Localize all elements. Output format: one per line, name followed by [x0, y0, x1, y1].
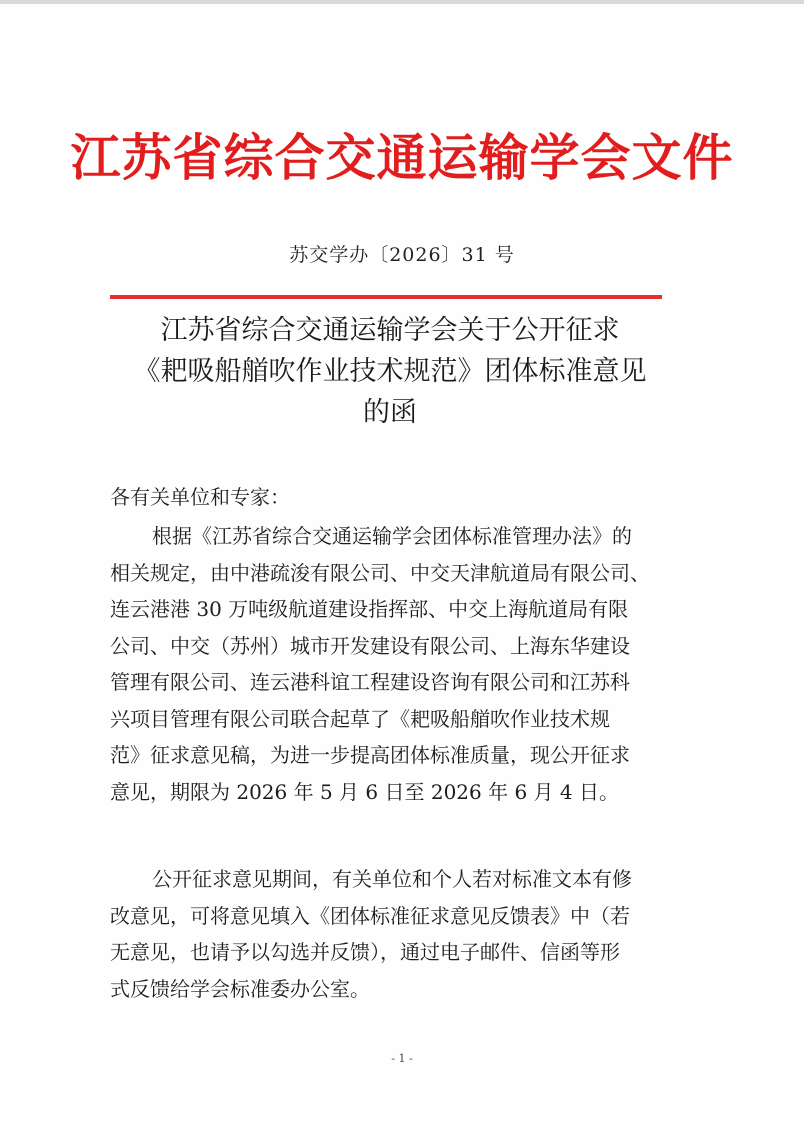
- paragraph-line: 管理有限公司、连云港科谊工程建设咨询有限公司和江苏科: [110, 670, 630, 694]
- document-number: 苏交学办〔2026〕31 号: [289, 244, 515, 266]
- letterhead-title: 江苏省综合交通运输学会文件: [70, 128, 734, 187]
- paragraph-line: 无意见，也请予以勾选并反馈），通过电子邮件、信函等形: [110, 940, 620, 964]
- salutation: 各有关单位和专家：: [110, 485, 290, 509]
- paragraph-line: 兴项目管理有限公司联合起草了《耙吸船艏吹作业技术规: [110, 706, 610, 731]
- subject-line: 江苏省综合交通运输学会关于公开征求: [160, 315, 620, 346]
- body-paragraph-2: [110, 861, 680, 1007]
- red-divider: [110, 295, 662, 299]
- paragraph-line: 范》征求意见稿，为进一步提高团体标准质量，现公开征求: [110, 743, 630, 767]
- paragraph-line: 式反馈给学会标准委办公室。: [110, 976, 370, 1001]
- document-subject: [110, 310, 670, 433]
- subject-line: 《耙吸船艏吹作业技术规范》团体标准意见: [133, 356, 647, 387]
- paragraph-line: 改意见，可将意见填入《团体标准征求意见反馈表》中（若: [110, 903, 630, 928]
- paragraph-line: 公开征求意见期间，有关单位和个人若对标准文本有修: [152, 867, 632, 891]
- page-number: - 1 -: [391, 1052, 413, 1065]
- paragraph-line: 相关规定，由中港疏浚有限公司、中交天津航道局有限公司、: [110, 560, 650, 585]
- body-paragraph-1: [110, 518, 680, 810]
- subject-line: 的函: [363, 397, 417, 428]
- paragraph-line: 连云港港 30 万吨级航道建设指挥部、中交上海航道局有限: [110, 597, 629, 621]
- paragraph-line: 公司、中交（苏州）城市开发建设有限公司、上海东华建设: [110, 633, 630, 658]
- scan-edge: [0, 0, 804, 4]
- paragraph-line: 意见，期限为 2026 年 5 月 6 日至 2026 年 6 月 4 日。: [110, 779, 619, 804]
- paragraph-line: 根据《江苏省综合交通运输学会团体标准管理办法》的: [152, 524, 632, 548]
